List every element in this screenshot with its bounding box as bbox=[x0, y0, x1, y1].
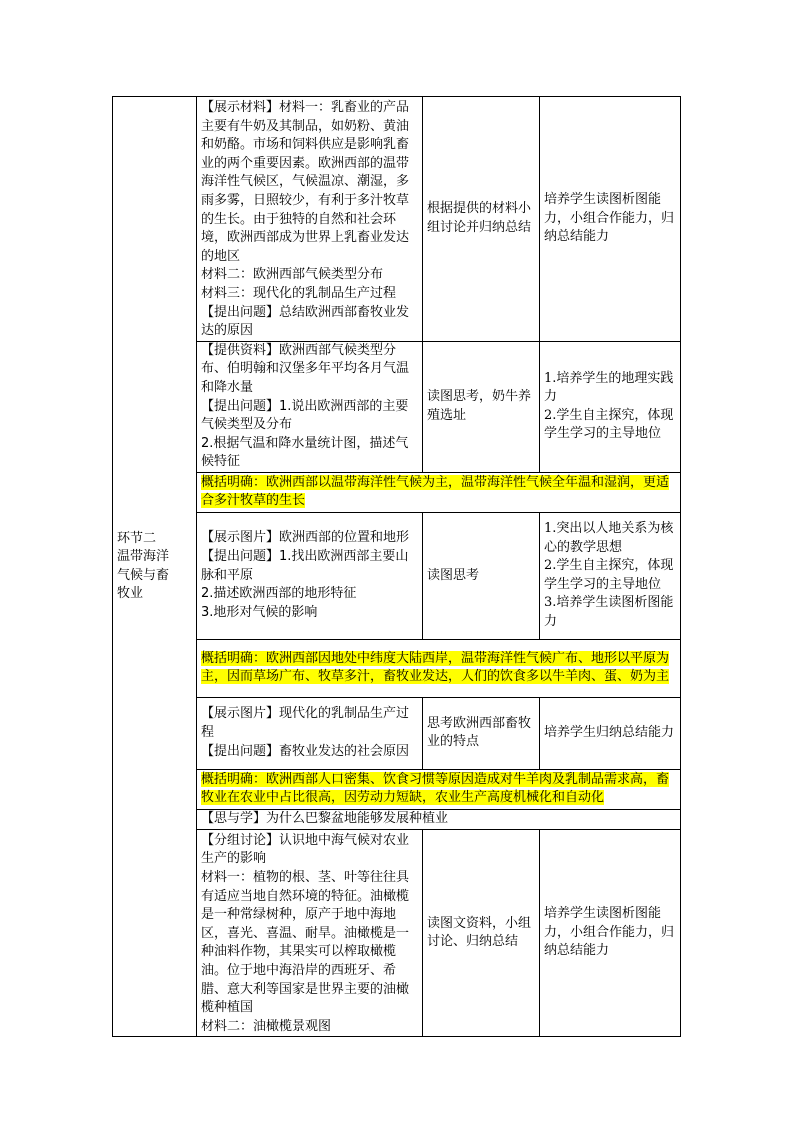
content-cell bbox=[197, 512, 423, 639]
content-line: 【展示材料】材料一：乳畜业的产品主要有牛奶及其制品，如奶粉、黄油和奶酪。市场和饲料供应是影响乳畜业的两个重要因素。欧洲西部的温带海洋性气候区，气候温凉、潮湿，多雨多雾，日照较少，有利于多汁牧草的生长。由于独特的自然和社会环境，欧洲西部成为世界上乳畜业发达的地区 bbox=[201, 100, 410, 264]
summary-text: 概括明确：欧洲西部因地处中纬度大陆西岸，温带海洋性气候广布、地形以平原为主，因而草场广布、牧草多汁，畜牧业发达，人们的饮食多以牛羊肉、蛋、奶为主 bbox=[201, 650, 670, 685]
summary-cell bbox=[197, 472, 681, 512]
table-row bbox=[113, 97, 681, 342]
content-line: 【展示图片】欧洲西部的位置和地形 bbox=[201, 530, 410, 546]
summary-row bbox=[113, 639, 681, 697]
content-line: 【提出问题】总结欧洲西部畜牧业发达的原因 bbox=[201, 304, 410, 339]
content-line: 【展示图片】现代化的乳制品生产过程 bbox=[201, 706, 410, 741]
content-line: 材料一：植物的根、茎、叶等往往具有适应当地自然环境的特征。油橄榄是一种常绿树种，原产于地中海地区，喜光、喜温、耐旱。油橄榄是一种油料作物，其果实可以榨取橄榄油。位于地中海沿岸的西班牙、希腊、意大利等国家是世界主要的油橄榄种植国 bbox=[201, 870, 410, 1016]
activity-cell: 思考欧洲西部畜牧业的特点 bbox=[423, 697, 540, 769]
stage-cell bbox=[113, 97, 197, 1037]
question-row bbox=[113, 809, 681, 829]
content-line: 3.地形对气候的影响 bbox=[201, 604, 318, 620]
question-cell: 【思与学】为什么巴黎盆地能够发展种植业 bbox=[197, 809, 681, 829]
content-cell bbox=[197, 697, 423, 769]
summary-row bbox=[113, 472, 681, 512]
content-cell bbox=[197, 341, 423, 472]
intent-cell: 1.突出以人地关系为核心的教学思想 2.学生自主探究，体现学生学习的主导地位 3.培养学生读图析图能力 bbox=[540, 512, 681, 639]
content-line: 【提出问题】畜牧业发达的社会原因 bbox=[201, 743, 410, 759]
intent-cell: 培养学生读图析图能力，小组合作能力，归纳总结能力 bbox=[540, 97, 681, 342]
content-line: 【提供资料】欧洲西部气候类型分布、伯明翰和汉堡多年平均各月气温和降水量 bbox=[201, 342, 410, 395]
content-line: 材料三：现代化的乳制品生产过程 bbox=[201, 285, 397, 301]
table-row bbox=[113, 829, 681, 1037]
intent-cell: 培养学生读图析图能力，小组合作能力，归纳总结能力 bbox=[540, 829, 681, 1037]
content-line: 2.根据气温和降水量统计图，描述气候特征 bbox=[201, 435, 409, 470]
lesson-plan-table bbox=[112, 96, 681, 1037]
activity-cell: 读图思考 bbox=[423, 512, 540, 639]
content-cell bbox=[197, 97, 423, 342]
content-line: 【分组讨论】认识地中海气候对农业生产的影响 bbox=[201, 832, 410, 867]
summary-row bbox=[113, 769, 681, 809]
stage-label: 环节二 温带海洋 气候与畜 牧业 bbox=[117, 530, 170, 602]
content-cell bbox=[197, 829, 423, 1037]
summary-cell bbox=[197, 769, 681, 809]
activity-cell: 读图思考，奶牛养殖选址 bbox=[423, 341, 540, 472]
content-line: 【提出问题】1.说出欧洲西部的主要气候类型及分布 bbox=[201, 398, 409, 433]
table-row bbox=[113, 341, 681, 472]
content-line: 2.描述欧洲西部的地形特征 bbox=[201, 586, 357, 602]
intent-cell: 1.培养学生的地理实践力 2.学生自主探究，体现学生学习的主导地位 bbox=[540, 341, 681, 472]
table-row bbox=[113, 512, 681, 639]
table-row bbox=[113, 697, 681, 769]
content-line: 材料二：欧洲西部气候类型分布 bbox=[201, 267, 384, 283]
summary-text: 概括明确：欧洲西部人口密集、饮食习惯等原因造成对牛羊肉及乳制品需求高，畜牧业在农业中占比很高，因劳动力短缺，农业生产高度机械化和自动化 bbox=[201, 771, 670, 806]
activity-cell: 读图文资料，小组讨论、归纳总结 bbox=[423, 829, 540, 1037]
content-line: 【提出问题】1.找出欧洲西部主要山脉和平原 bbox=[201, 548, 409, 583]
content-line: 材料二：油橄榄景观图 bbox=[201, 1018, 332, 1034]
summary-cell bbox=[197, 639, 681, 697]
summary-text: 概括明确：欧洲西部以温带海洋性气候为主，温带海洋性气候全年温和湿润，更适合多汁牧草的生长 bbox=[201, 474, 670, 509]
intent-cell: 培养学生归纳总结能力 bbox=[540, 697, 681, 769]
activity-cell: 根据提供的材料小组讨论并归纳总结 bbox=[423, 97, 540, 342]
